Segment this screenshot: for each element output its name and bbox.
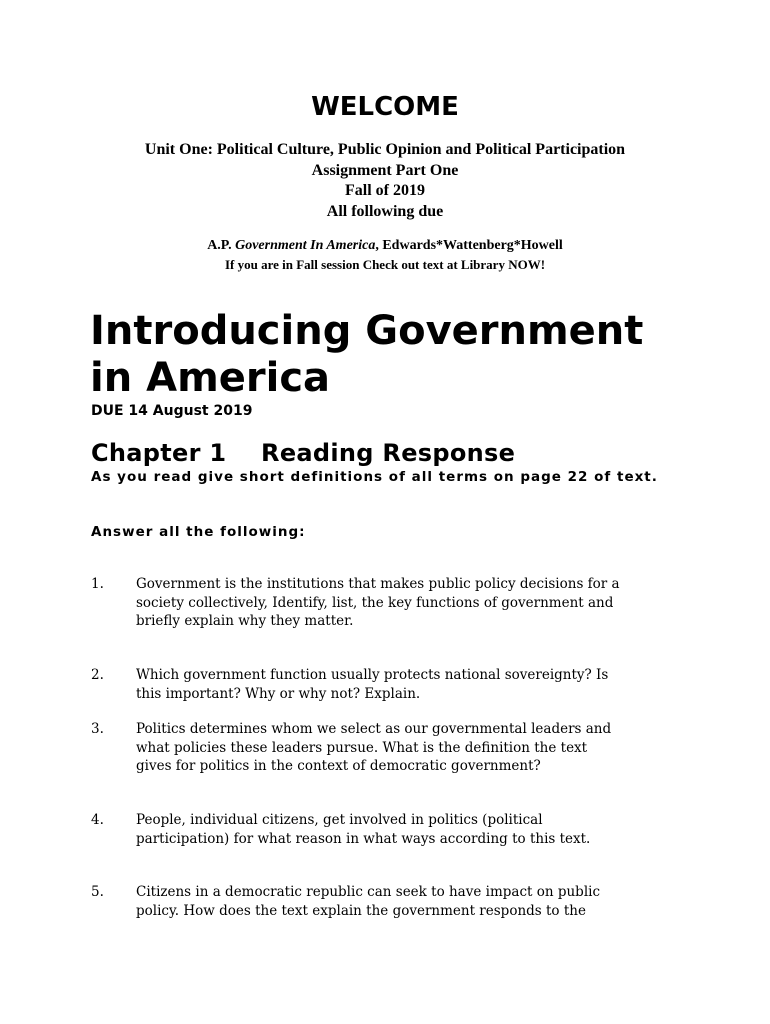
book-prefix: A.P. bbox=[207, 238, 236, 253]
library-note: If you are in Fall session Check out text at Library NOW! bbox=[224, 257, 546, 272]
question-number: 2. bbox=[91, 667, 104, 683]
title-line-1: Introducing Government bbox=[90, 308, 644, 354]
question-text: Citizens in a democratic republic can seek to have impact on public policy. How does the text explain the government responds to the bbox=[136, 884, 601, 919]
due-date: DUE 14 August 2019 bbox=[91, 403, 253, 419]
due-note: All following due bbox=[326, 202, 444, 220]
book-authors: , Edwards*Wattenberg*Howell bbox=[375, 238, 563, 253]
book-title: Government In America bbox=[235, 238, 376, 253]
question-text: Which government function usually protects national sovereignty? Is this important? Why or why not? Explain. bbox=[136, 667, 609, 702]
page-title bbox=[90, 308, 643, 402]
assignment-header bbox=[0, 140, 770, 222]
question-number: 5. bbox=[91, 884, 104, 900]
question-number: 1. bbox=[91, 576, 104, 592]
title-line-2: in America bbox=[90, 355, 331, 401]
welcome-heading: WELCOME bbox=[311, 92, 459, 122]
chapter-heading: Chapter 1 Reading Response bbox=[91, 439, 516, 467]
assignment-part: Assignment Part One bbox=[311, 161, 459, 179]
question-number: 3. bbox=[91, 721, 104, 737]
term: Fall of 2019 bbox=[345, 182, 425, 199]
textbook-reference bbox=[0, 238, 770, 254]
question-number: 4. bbox=[91, 812, 104, 828]
answer-heading: Answer all the following: bbox=[91, 524, 306, 540]
question-text: Government is the institutions that makes public policy decisions for a society collectively, Identify, list, the key functions of government and briefly explain why they matter. bbox=[136, 576, 620, 630]
unit-title: Unit One: Political Culture, Public Opinion and Political Participation bbox=[144, 141, 626, 158]
instruction: As you read give short definitions of all terms on page 22 of text. bbox=[91, 469, 658, 485]
question-text: Politics determines whom we select as our governmental leaders and what policies these leaders pursue. What is the definition the text gives for politics in the context of democratic government? bbox=[136, 721, 612, 775]
question-text: People, individual citizens, get involved in politics (political participation) for what reason in what ways according to this text. bbox=[136, 812, 591, 847]
